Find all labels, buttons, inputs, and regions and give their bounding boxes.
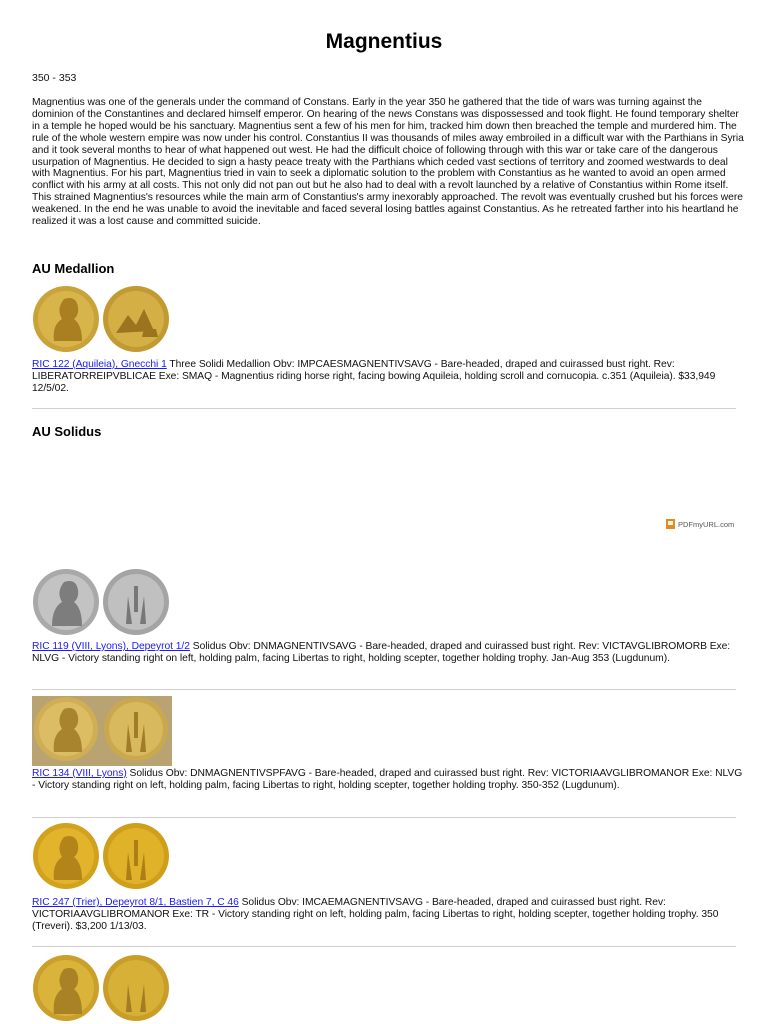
coin-ref-link[interactable]: RIC 247 (Trier), Depeyrot 8/1, Bastien 7, C 46 xyxy=(32,897,239,908)
coin-entry xyxy=(32,768,744,792)
section-heading-solidus: AU Solidus xyxy=(32,424,102,439)
divider xyxy=(32,817,736,818)
coin-description: Solidus Obv: DNMAGNENTIVSPFAVG - Bare-headed, draped and cuirassed bust right. Rev: VICTORIAAVGLIBROMANOR Exe: NLVG - Victory standing right on left, holding palm, facing Libertas to right, holding scepter, together holding trophy. 350-352 (Lugdunum). xyxy=(32,768,743,791)
pdfmyurl-label: PDFmyURL.com xyxy=(678,519,735,529)
page-title: Magnentius xyxy=(325,30,443,53)
coin-entry xyxy=(32,641,744,665)
divider xyxy=(32,408,736,409)
section-heading-medallion: AU Medallion xyxy=(32,261,115,276)
coin-description: Solidus Obv: DNMAGNENTIVSAVG - Bare-headed, draped and cuirassed bust right. Rev: VICTAVGLIBROMORB Exe: NLVG - Victory standing right on left, holding palm, facing Libertas to right, holding scepter, together holding trophy. Jan-Aug 353 (Lugdunum). xyxy=(32,641,731,664)
coin-ref-link[interactable]: RIC 119 (VIII, Lyons), Depeyrot 1/2 xyxy=(32,641,190,652)
coin-image-solidus-trier-247 xyxy=(32,822,172,894)
divider xyxy=(32,689,736,690)
coin-entry xyxy=(32,897,744,933)
coin-description: Solidus Obv: IMCAEMAGNENTIVSAVG - Bare-headed, draped and cuirassed bust right. Rev: VICTORIAAVGLIBROMANOR Exe: TR - Victory standing right on left, holding palm, facing Libertas to right, holding scepter, together holding trophy. 350 (Treveri). $3,200 1/13/03. xyxy=(32,897,719,932)
coin-ref-link[interactable]: RIC 134 (VIII, Lyons) xyxy=(32,768,127,779)
coin-image-solidus-lyons-119 xyxy=(32,566,172,638)
reign-years: 350 - 353 xyxy=(32,72,77,84)
divider xyxy=(32,946,736,947)
pdfmyurl-badge[interactable] xyxy=(666,519,734,529)
coin-image-solidus-lyons-134 xyxy=(32,696,172,766)
coin-image-solidus-partial xyxy=(32,952,172,1024)
coin-entry xyxy=(32,359,744,395)
pdf-icon xyxy=(666,519,675,529)
coin-description: Three Solidi Medallion Obv: IMPCAESMAGNENTIVSAVG - Bare-headed, draped and cuirassed bust right. Rev: LIBERATORREIPVBLICAE Exe: SMAQ - Magnentius riding horse right, facing bowing Aquileia, holding scroll and cornucopia. c.351 (Aquileia). $33,949 12/5/02. xyxy=(32,359,716,394)
coin-ref-link[interactable]: RIC 122 (Aquileia), Gnecchi 1 xyxy=(32,359,167,370)
coin-image-medallion xyxy=(32,285,172,357)
biography-text: Magnentius was one of the generals under the command of Constans. Early in the year 350 he gathered that the tide of wars was turning against the dominion of the Constantines and declared himself emperor. On hearing of the news Constans was dispossessed and took flight. He found temporary shelter in a temple he hoped would be his sanctuary. Magnentius sent a few of his men for him, tracked him down then breached the temple and murdered him. The rule of the whole western empire was now under his control. Constantius II was thousands of miles away embroiled in a difficult war with the Parthians in Syria and it took several months to hear of what happened out west. He had the difficult choice of following through with this war or take care of the dangerous usurpation of Magnentius. He decided to sign a hasty peace treaty with the Parthians which ceded vast sections of territory and zoomed westwards to deal with Magnentius. For his part, Magnentius tried in vain to seek a diplomatic solution to the problem with Constantius as he wanted to avoid an open armed conflict with his army at all costs. This not only did not pan out but he also had to deal with a revolt launched by a relative of Constantius within Rome itself. This strained Magnentius's resources while the main arm of Constantius's army inexorably approached. The revolt was eventually crushed but his forces were weakened. In the end he was unable to avoid the inevitable and faced several losing battles against Constantius. As he retreated farther into his heartland he realized it was a lost cause and committed suicide. xyxy=(32,97,744,228)
